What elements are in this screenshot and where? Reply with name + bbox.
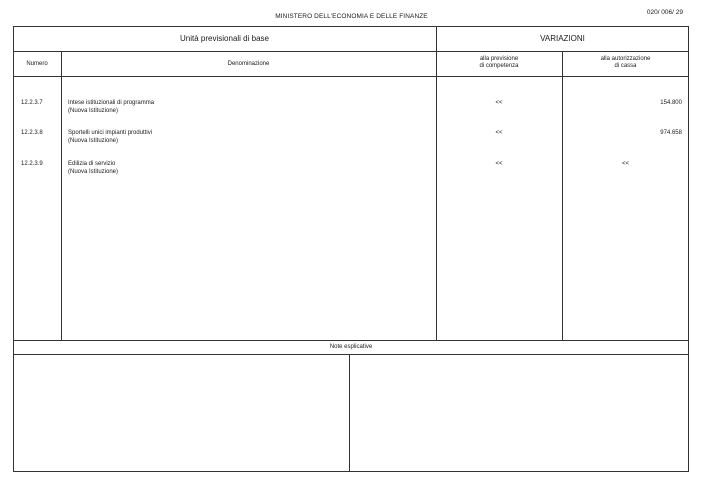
row-1-note: (Nuova Istituzione) [68, 108, 119, 114]
group-header-variazioni: VARIAZIONI [540, 34, 585, 43]
row-1-denominazione [68, 99, 154, 115]
ministry-title: MINISTERO DELL'ECONOMIA E DELLE FINANZE [275, 13, 428, 20]
column-header-cassa-line1: alla autorizzazione [600, 56, 651, 62]
column-header-denominazione: Denominazione [227, 61, 270, 67]
column-header-competenza-line2: di competenza [479, 63, 519, 69]
row-3-title: Edilizia di servizio [68, 161, 116, 167]
row-1-competenza: << [495, 100, 503, 106]
row-3-note: (Nuova Istituzione) [68, 169, 119, 175]
column-header-competenza [436, 56, 562, 70]
table-bottom-divider [13, 340, 689, 341]
row-3-cassa: << [621, 161, 629, 167]
row-1-numero: 12.2.3.7 [21, 100, 43, 106]
row-3-denominazione [68, 160, 118, 176]
row-3-competenza: << [495, 161, 503, 167]
notes-right-area [350, 355, 688, 471]
row-2-title: Sportelli unici impianti produttivi [68, 130, 153, 136]
row-2-note: (Nuova Istituzione) [68, 138, 119, 144]
row-3-numero: 12.2.3.9 [21, 161, 43, 167]
notes-title: Note esplicative [329, 344, 373, 350]
row-1-title: Intese istituzionali di programma [68, 100, 155, 106]
row-2-cassa: 974.658 [660, 130, 682, 136]
column-header-numero: Numero [26, 61, 48, 67]
row-2-denominazione [68, 129, 152, 145]
column-header-cassa [562, 56, 689, 70]
row-1-cassa: 154.800 [660, 100, 682, 106]
header-bottom-divider [13, 76, 689, 77]
notes-left-area [14, 355, 349, 471]
variazioni-group-divider [436, 26, 437, 340]
column-header-competenza-line1: alla previsione [479, 56, 519, 62]
cassa-column-divider [562, 51, 563, 340]
group-header-unita: Unità previsionali di base [180, 34, 269, 43]
row-2-numero: 12.2.3.8 [21, 130, 43, 136]
page-code: 020/ 006/ 29 [646, 9, 683, 16]
numero-column-divider [61, 51, 62, 340]
header-group-divider [13, 51, 689, 52]
column-header-cassa-line2: di cassa [614, 63, 637, 69]
row-2-competenza: << [495, 130, 503, 136]
